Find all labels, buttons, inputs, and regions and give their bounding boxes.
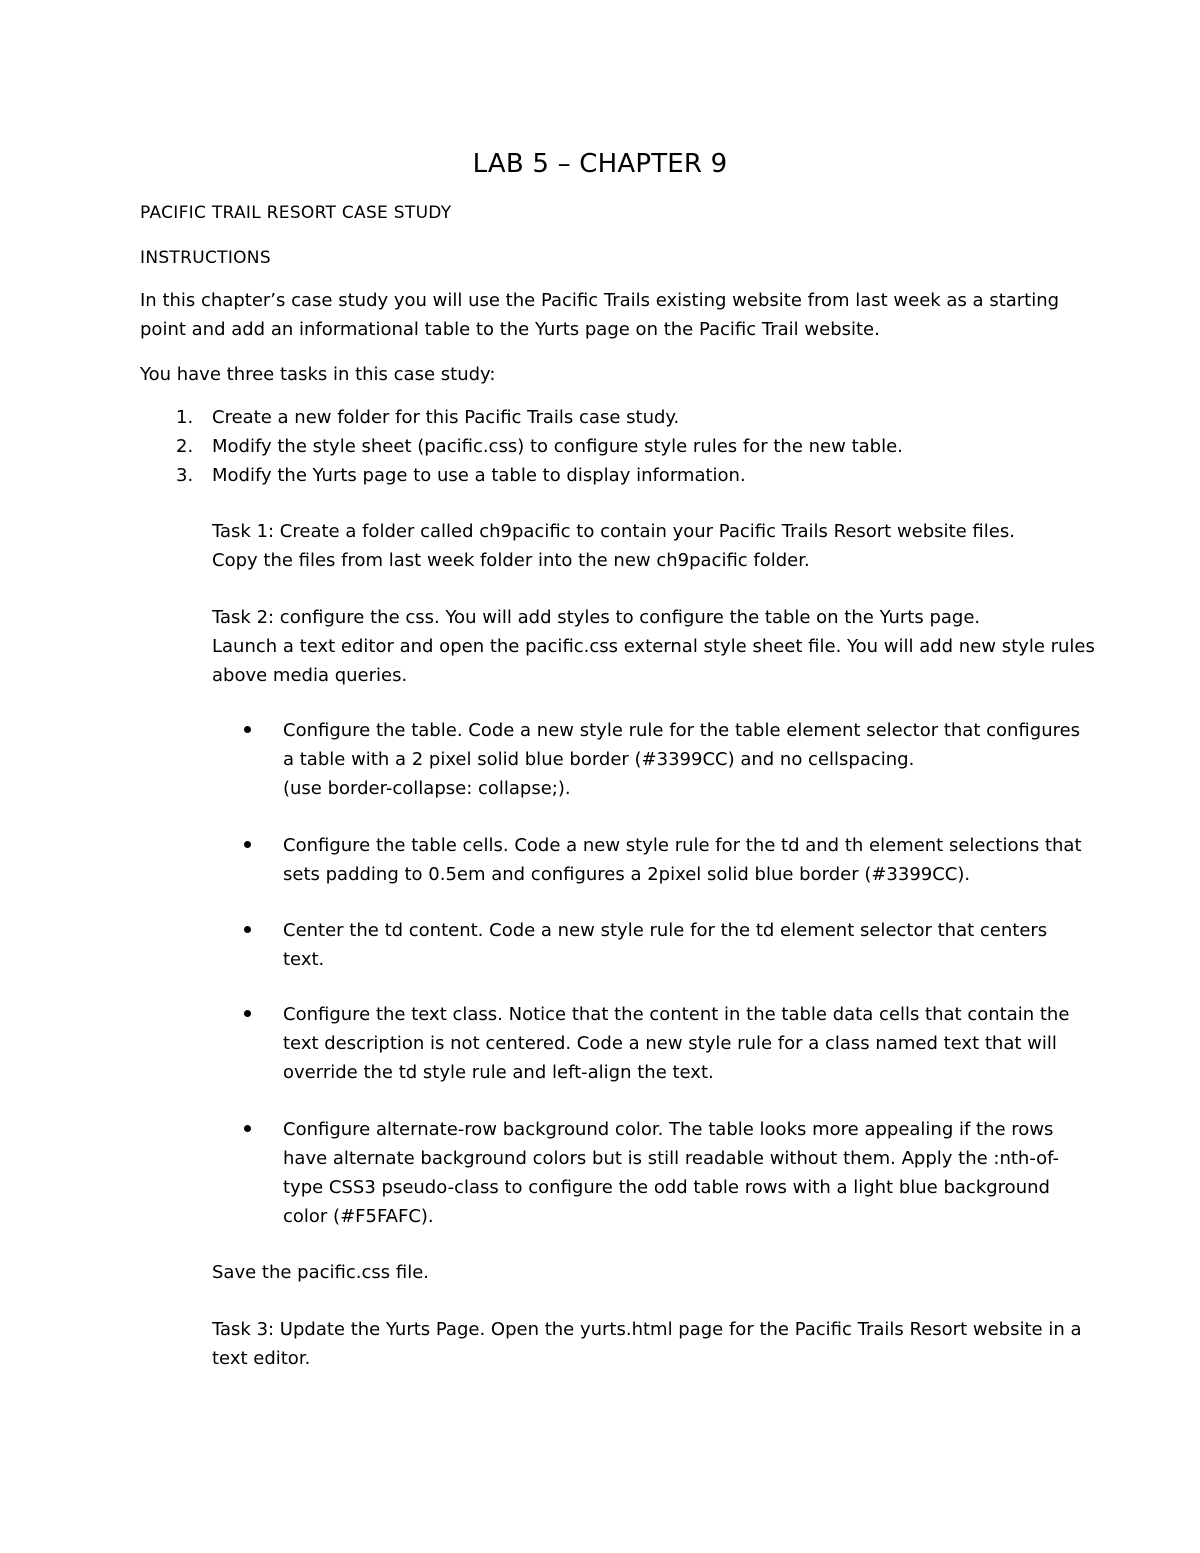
bullet2-line-1: Configure the table cells. Code a new style rule for the td and th element selections that [283,835,1082,856]
list-item-1: Create a new folder for this Pacific Trails case study. [212,407,680,428]
list-number-1: 1. [176,407,194,428]
bullet1-line-1: Configure the table. Code a new style rule for the table element selector that configures [283,720,1081,741]
task1-line-1: Task 1: Create a folder called ch9pacific to contain your Pacific Trails Resort website files. [212,521,1015,542]
case-study-heading: PACIFIC TRAIL RESORT CASE STUDY [140,203,452,223]
bullet3-line-2: text. [283,949,325,970]
page-title: LAB 5 – CHAPTER 9 [472,149,728,179]
bullet1-line-3: (use border-collapse: collapse;). [283,778,571,799]
task2-line-3: above media queries. [212,665,408,686]
bullet-icon [244,726,251,733]
bullet1-line-2: a table with a 2 pixel solid blue border (#3399CC) and no cellspacing. [283,749,915,770]
instructions-label: INSTRUCTIONS [140,248,271,268]
bullet2-line-2: sets padding to 0.5em and configures a 2pixel solid blue border (#3399CC). [283,864,971,885]
list-item-2: Modify the style sheet (pacific.css) to configure style rules for the new table. [212,436,903,457]
bullet5-line-1: Configure alternate-row background color. The table looks more appealing if the rows [283,1119,1054,1140]
task2-line-2: Launch a text editor and open the pacific.css external style sheet file. You will add new style rules [212,636,1095,657]
save-line: Save the pacific.css file. [212,1262,429,1283]
task1-line-2: Copy the files from last week folder into the new ch9pacific folder. [212,550,810,571]
list-number-2: 2. [176,436,194,457]
bullet-icon [244,1010,251,1017]
bullet5-line-2: have alternate background colors but is still readable without them. Apply the :nth-of- [283,1148,1060,1169]
bullet3-line-1: Center the td content. Code a new style rule for the td element selector that centers [283,920,1048,941]
tasks-intro: You have three tasks in this case study: [140,364,496,385]
bullet5-line-3: type CSS3 pseudo-class to configure the odd table rows with a light blue background [283,1177,1050,1198]
list-number-3: 3. [176,465,194,486]
bullet-icon [244,841,251,848]
list-item-3: Modify the Yurts page to use a table to display information. [212,465,746,486]
bullet-icon [244,926,251,933]
bullet-icon [244,1125,251,1132]
bullet4-line-3: override the td style rule and left-align the text. [283,1062,714,1083]
task3-line-2: text editor. [212,1348,311,1369]
task3-line-1: Task 3: Update the Yurts Page. Open the yurts.html page for the Pacific Trails Resort website in a [212,1319,1082,1340]
bullet4-line-1: Configure the text class. Notice that the content in the table data cells that contain the [283,1004,1070,1025]
intro-line-1: In this chapter’s case study you will use the Pacific Trails existing website from last week as a starting [140,290,1060,311]
bullet4-line-2: text description is not centered. Code a new style rule for a class named text that will [283,1033,1057,1054]
intro-line-2: point and add an informational table to the Yurts page on the Pacific Trail website. [140,319,880,340]
bullet5-line-4: color (#F5FAFC). [283,1206,434,1227]
task2-line-1: Task 2: configure the css. You will add styles to configure the table on the Yurts page. [212,607,981,628]
